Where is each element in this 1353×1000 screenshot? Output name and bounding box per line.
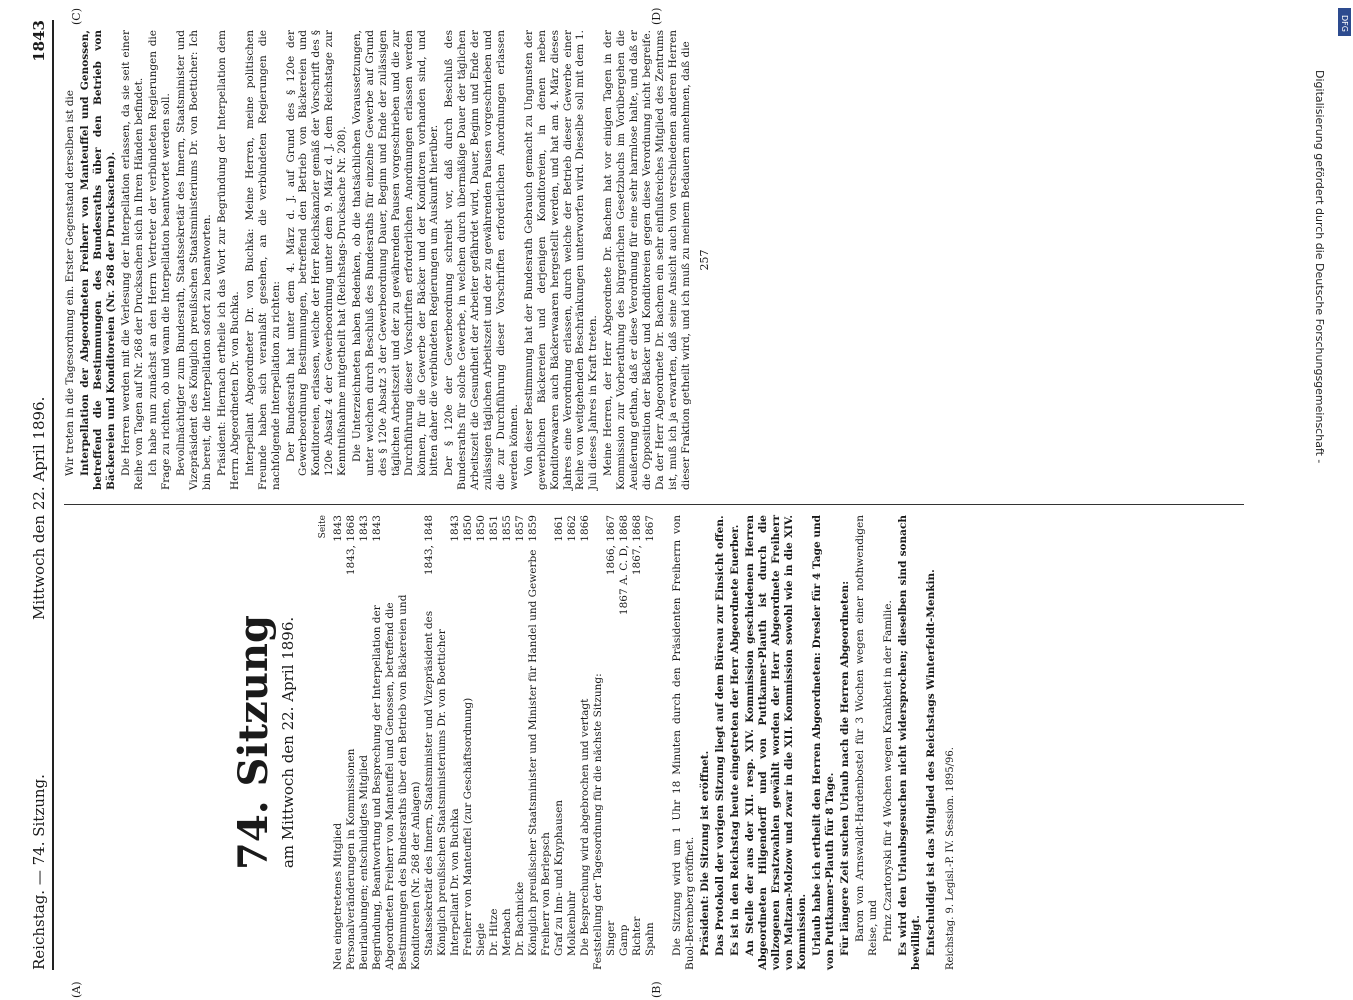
toc-entry-page: 1866 — [579, 515, 591, 542]
left-paragraph: Baron von Arnswaldt-Hardenbostel für 3 Wochen wegen einer nothwendigen Reise, und — [854, 515, 879, 956]
table-of-contents — [332, 515, 657, 970]
digitization-credit-text: Digitalisierung gefördert durch die Deutsche Forschungsgemeinschaft - — [1313, 70, 1326, 464]
left-paragraph: Prinz Czartoryski für 4 Wochen wegen Krankheit in der Familie. — [882, 600, 894, 942]
right-paragraph: Bevollmächtigter zum Bundesrath, Staatssekretär des Innern, Staatsminister und Vizepräsident des Königlich preußischen Staatsministeriums Dr. von Boetticher: Ich bin bereit, die Interpellation sofort zu beantworten. — [175, 30, 214, 490]
toc-entry-text: Interpellant Dr. von Buchka — [449, 808, 461, 956]
toc-row — [605, 515, 618, 970]
toc-entry-text: Siegle — [475, 922, 487, 956]
toc-row — [449, 515, 462, 970]
right-paragraph: Der § 120e der Gewerbeordnung schreibt vor, daß durch Beschluß des Bundesraths für solche Gewerbe, in welchen durch übermäßige Dauer der täglichen Arbeitszeit die Gesundheit der Arbeiter gefährdet wird, Dauer, Beginn und Ende der zulässigen täglichen Arbeitszeit und der zu gewährenden Pausen vorgeschrieben und die zur Durchführung dieser Vorschriften erforderlichen Anordnungen erlassen werden können. — [443, 30, 520, 490]
session-title: 74. Sitzung — [230, 615, 277, 870]
toc-row — [553, 515, 566, 970]
toc-entry-text: Molkenbuhr — [566, 890, 578, 956]
header-page-number: 1843 — [30, 20, 48, 62]
toc-row — [644, 515, 657, 970]
toc-row — [514, 515, 527, 970]
toc-entry-text: Dr. Hitze — [488, 908, 500, 956]
toc-entry-text: Begründung, Beantwortung und Besprechung der Interpellation der Abgeordneten Freiherr von Manteuffel und Genossen, betreffend die Bestimmungen des Bundesraths über den Betrieb von Bäckereien und Konditoreien (Nr. 268 der Anlagen) — [371, 594, 422, 970]
toc-entry-page: 1843 — [358, 515, 370, 542]
right-paragraph: Ich habe nun zunächst an den Herrn Vertreter der verbündeten Regierungen die Frage zu richten, ob und wann die Interpellation beantwortet werden soll. — [147, 30, 173, 490]
toc-row — [475, 515, 488, 970]
right-paragraph: Interpellant Abgeordneter Dr. von Buchka: Meine Herren, meine politischen Freunde haben sich veranlaßt gesehen, an die verbündeten Regierungen die nachfolgende Interpellation zu richten: — [243, 30, 282, 490]
toc-row — [579, 515, 592, 970]
toc-entry-page: 1857 — [514, 515, 526, 542]
toc-entry-page: 1843 — [332, 515, 344, 542]
toc-entry-page: 1867 — [644, 515, 656, 542]
running-header — [22, 20, 54, 970]
left-paragraph: Es ist in den Reichstag heute eingetreten der Herr Abgeordnete Euerber. — [729, 524, 741, 956]
toc-entry-page: 1843, 1848 — [423, 515, 435, 576]
dfg-logo — [1338, 8, 1351, 36]
right-paragraph: Meine Herren, der Herr Abgeordnete Dr. Bachem hat vor einigen Tagen in der Kommission zur Vorberathung des bürgerlichen Gesetzbuchs im Vorübergehen die Aeußerung gethan, daß er diese Verordnung für eine sehr harmlose halte, und daß er die Opposition der Bäcker und Konditoreien gegen diese Verordnung nicht begreife. Da der Herr Abgeordnete Dr. Bachem ein sehr einflußreiches Mitglied des Zentrums ist, muß ich ja erwarten, daß seine Ansicht auch von verschiedenen anderen Herren dieser Fraktion getheilt wird, und ich muß zu meinem Bedauern annehmen, daß die — [602, 30, 692, 490]
toc-row — [488, 515, 501, 970]
left-paragraph: An Stelle der aus der XII. resp. XIV. Kommission geschiedenen Herren Abgeordneten Hilgendorff und von Puttkamer-Plauth ist durch die vollzogenen Ersatzwahlen gewählt worden der Herr Abgeordnete Freiherr von Maltzan-Molzow und zwar in die XII. Kommission sowohl wie in die XIV. Kommission. — [744, 515, 808, 970]
toc-entry-page: 1862 — [566, 515, 578, 542]
toc-entry-page: 1851 — [488, 515, 500, 542]
toc-entry-text: Neu eingetretenes Mitglied — [332, 822, 344, 970]
toc-entry-page: 1850 — [475, 515, 487, 542]
toc-entry-page: 1843, 1868 — [345, 515, 357, 576]
toc-entry-page: 1850 — [462, 515, 474, 542]
toc-row — [631, 515, 644, 970]
left-paragraph: Das Protokoll der vorigen Sitzung liegt auf dem Büreau zur Einsicht offen. — [714, 515, 726, 956]
right-paragraph: Präsident: Hiernach ertheile ich das Wort zur Begründung der Interpellation dem Herrn Abgeordneten Dr. von Buchka. — [215, 30, 241, 490]
toc-entry-page: 1843 — [371, 515, 383, 542]
toc-entry-text: Personalveränderungen in Kommissionen — [345, 748, 357, 970]
margin-marker-a: (A) — [70, 981, 83, 998]
toc-entry-page: 1867 A. C. D, 1868 — [618, 515, 630, 616]
toc-entry-page: 1843 — [449, 515, 461, 542]
toc-row — [618, 515, 631, 970]
toc-row — [371, 515, 423, 970]
right-paragraph: Der Bundesrath hat unter dem 4. März d. J. auf Grund des § 120e der Gewerbeordnung Bestimmungen, betreffend den Betrieb von Bäckereien und Konditoreien, erlassen, welche der Herr Reichskanzler gemäß der Vorschrift des § 120e Absatz 4 der Gewerbeordnung unter dem 9. März d. J. dem Reichstage zur Kenntnißnahme mitgetheilt hat (Reichstags-Drucksache Nr. 208). — [284, 30, 349, 476]
right-paragraph: Wir treten in die Tagesordnung ein. Erster Gegenstand derselben ist die — [64, 90, 76, 476]
toc-entry-text: Feststellung der Tagesordnung für die nächste Sitzung: — [592, 673, 604, 970]
left-body-text — [671, 515, 938, 970]
toc-entry-page: 1867, 1868 — [631, 515, 643, 576]
left-paragraph: Präsident: Die Sitzung ist eröffnet. — [699, 750, 711, 956]
column-divider — [64, 504, 1244, 505]
toc-entry-text: Gamp — [618, 924, 630, 956]
toc-row — [358, 515, 371, 970]
left-paragraph: Urlaub habe ich ertheilt den Herren Abgeordneten: Dresler für 4 Tage und von Puttkamer-Plauth für 8 Tage. — [811, 515, 836, 970]
toc-entry-text: Dr. Bachnicke — [514, 881, 526, 956]
margin-marker-d: (D) — [650, 7, 663, 25]
toc-row — [527, 515, 553, 970]
left-paragraph: Es wird den Urlaubsgesuchen nicht widersprochen; dieselben sind sonach bewilligt. — [897, 515, 922, 970]
left-paragraph: Entschuldigt ist das Mitglied des Reichstags Winterfeldt-Menkin. — [925, 569, 937, 956]
toc-row — [566, 515, 579, 970]
footer-line: Reichstag. 9. Legisl.-P. IV. Session. 1895/96. — [945, 747, 956, 970]
toc-entry-page: 1866, 1867 — [605, 515, 617, 576]
margin-marker-c: (C) — [70, 8, 83, 25]
toc-entry-text: Merbach — [501, 908, 513, 956]
left-paragraph: Für längere Zeit suchen Urlaub nach die Herren Abgeordneten: — [839, 580, 851, 956]
toc-row — [332, 515, 345, 970]
dfg-logo-text: DFG — [1340, 15, 1349, 32]
toc-entry-page: 1859 — [527, 515, 539, 542]
toc-entry-text: Singer — [605, 920, 617, 956]
toc-entry-text: Beurlaubungen; entschuldigtes Mitglied — [358, 755, 370, 970]
right-paragraph: Die Unterzeichneten haben Bedenken, ob die thatsächlichen Voraussetzungen, unter welchen durch Beschluß des Bundesraths für einzelne Gewerbe auf Grund des § 120e Absatz 3 der Gewerbeordnung Dauer, Beginn und Ende der zulässigen täglichen Arbeitszeit und der zu gewährenden Pausen vorgeschrieben und die zur Durchführung dieser Vorschriften erforderlichen Anordnungen erlassen werden können, für die Gewerbe der Bäcker und der Konditoren vorhanden sind, und bitten daher die verbündeten Regierungen um Auskunft hierüber. — [351, 30, 441, 476]
right-body-text — [64, 30, 693, 490]
toc-entry-text: Richter — [631, 916, 643, 956]
left-paragraph: Die Sitzung wird um 1 Uhr 18 Minuten durch den Präsidenten Freiherrn von Buol-Berenberg eröffnet. — [671, 515, 696, 970]
toc-row — [423, 515, 449, 970]
right-paragraph: Interpellation der Abgeordneten Freiherr von Manteuffel und Genossen, betreffend die Bestimmungen des Bundesraths über den Betrieb von Bäckereien und Konditoreien (Nr. 268 der Drucksachen). — [78, 30, 117, 490]
bottom-page-number: 257 — [697, 249, 711, 271]
toc-entry-page: 1855 — [501, 515, 513, 542]
session-subtitle: am Mittwoch den 22. April 1896. — [279, 616, 297, 869]
toc-entry-text: Staatssekretär des Innern, Staatsminister und Vizepräsident des Königlich preußischen Staatsministeriums Dr. von Boetticher — [423, 610, 448, 956]
right-column — [64, 30, 712, 490]
header-center: Mittwoch den 22. April 1896. — [30, 396, 48, 620]
toc-entry-text: Freiherr von Manteuffel (zur Geschäftsordnung) — [462, 697, 474, 956]
right-paragraph: Die Herren werden mit die Verlesung der Interpellation erlassen, da sie seit einer Reihe von Tagen auf Nr. 268 der Drucksachen sich in Ihren Händen befindet. — [119, 30, 145, 490]
toc-entry-text: Spahn — [644, 922, 656, 956]
toc-row — [592, 515, 605, 970]
left-column — [64, 515, 957, 970]
toc-entry-text: Die Besprechung wird abgebrochen und vertagt — [579, 698, 591, 956]
margin-marker-b: (B) — [650, 981, 663, 998]
digitization-credit — [1310, 70, 1330, 930]
toc-row — [345, 515, 358, 970]
toc-entry-text: Königlich preußischer Staatsminister und Minister für Handel und Gewerbe Freiherr von Berlepsch — [527, 549, 552, 956]
right-paragraph: Von dieser Bestimmung hat der Bundesrath Gebrauch gemacht zu Ungunsten der gewerblichen Bäckereien und derjenigen Konditoreien, in denen neben Konditorwaaren auch Bäckerwaaren hergestellt werden, und hat am 4. März dieses Jahres eine Verordnung erlassen, durch welche der Betrieb dieser Gewerbe einer Reihe von weitgehenden Beschränkungen unterworfen wird. Dieselbe soll mit dem 1. Juli dieses Jahres in Kraft treten. — [522, 30, 600, 490]
toc-seite-label: Seite — [318, 515, 328, 539]
toc-row — [501, 515, 514, 970]
toc-entry-page: 1861 — [553, 515, 565, 542]
toc-entry-text: Graf zu Inn- und Knyphausen — [553, 799, 565, 956]
toc-row — [462, 515, 475, 970]
header-left: Reichstag. — 74. Sitzung. — [30, 774, 48, 970]
